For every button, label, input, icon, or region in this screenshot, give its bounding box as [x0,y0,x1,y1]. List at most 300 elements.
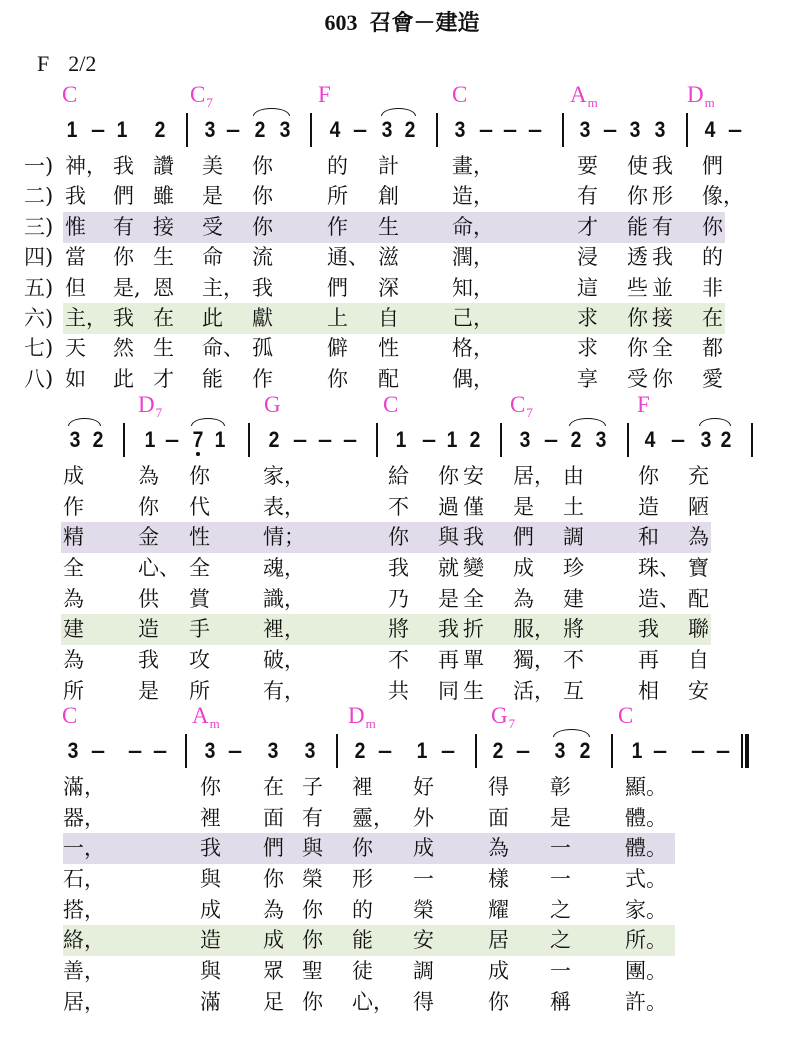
lyric-syllable: 乃 [388,587,409,611]
lyric-syllable: 你 [263,867,284,891]
lyric-syllable: 此 [202,306,223,330]
lyric-syllable: 一， [63,836,105,860]
lyric-syllable: 足 [263,990,284,1014]
lyric-syllable: 格， [452,336,494,360]
lyric-syllable: 愛 [702,367,723,391]
lyric-syllable: 全 [189,556,210,580]
lyric-syllable: 浸 [577,245,598,269]
lyric-syllable: 互 [563,679,584,703]
lyric-syllable: 家， [263,464,305,488]
lyric-syllable: 寶 [688,556,709,580]
chord-symbol [192,703,220,731]
note-dash: – [342,427,358,452]
lyric-syllable: 成 [63,464,84,488]
lyric-syllable: 在 [702,306,723,330]
note-dash: – [515,738,531,763]
note-dash: – [292,427,308,452]
lyric-syllable: 彰 [550,775,571,799]
lyric-syllable: 家。 [625,898,667,922]
note-dash: – [164,427,180,452]
lyric-syllable: 破， [263,648,305,672]
lyric-syllable: 折 [463,617,484,641]
lyric-syllable: 共 [388,679,409,703]
verse-label: 五) [24,276,54,300]
note: 2 [492,738,504,763]
chord-symbol [687,82,715,110]
note-dash: – [227,738,243,763]
lyric-syllable: 調 [413,959,434,983]
lyric-syllable: 成 [513,556,534,580]
verse-label: 六) [24,306,54,330]
verse-label: 三) [24,215,54,239]
lyric-syllable: 僻 [327,336,348,360]
lyric-syllable: 自 [378,306,399,330]
lyric-syllable: 我 [113,306,134,330]
note-dash: – [127,738,143,763]
lyric-syllable: 我 [463,525,484,549]
chord-root: C [618,703,634,728]
lyric-syllable: 惟 [65,215,86,239]
lyric-syllable: 接 [153,215,174,239]
lyric-syllable: 你 [388,525,409,549]
chord-root: A [192,703,209,728]
note: 2 [268,427,280,452]
lyric-syllable: 生 [153,336,174,360]
lyric-syllable: 能 [202,367,223,391]
note: 1 [144,427,156,452]
bar-line [376,423,378,457]
verse-label: 八) [24,367,54,391]
lyric-syllable: 眾 [263,959,284,983]
chord-quality: 7 [526,405,533,420]
verse-5-line [0,584,792,615]
bar-line [436,113,438,147]
lyric-syllable: 作 [63,495,84,519]
lyric-syllable: 恩 [153,276,174,300]
lyric-syllable: 作 [252,367,273,391]
lyric-syllable: 造 [200,928,221,952]
note: 3 [69,427,81,452]
note: 2 [254,117,266,142]
lyric-syllable: 不 [563,648,584,672]
chord-root: D [348,703,365,728]
bar-line [248,423,250,457]
lyric-syllable: 是, [113,276,141,300]
lyric-syllable: 我 [438,617,459,641]
lyric-syllable: 能 [352,928,373,952]
note-dash: – [652,738,668,763]
lyric-syllable: 創 [378,184,399,208]
lyric-syllable: 子 [302,775,323,799]
lyric-syllable: 裡， [263,617,305,641]
lyric-syllable: 為 [513,587,534,611]
note: 2 [579,738,591,763]
lyric-syllable: 們 [327,276,348,300]
lyric-syllable: 受 [627,367,648,391]
lyric-syllable: 你 [189,464,210,488]
lyric-syllable: 居， [63,990,105,1014]
lyric-syllable: 但 [65,276,86,300]
slur-arc [191,418,225,426]
lyric-syllable: 潤， [452,245,494,269]
note: 3 [279,117,291,142]
lyric-syllable: 作 [327,215,348,239]
lyric-syllable: 命， [452,215,494,239]
lyric-syllable: 畫， [452,154,494,178]
bar-line [562,113,564,147]
lyric-syllable: 和 [638,525,659,549]
chord-quality: m [209,716,220,731]
lyric-syllable: 不 [388,495,409,519]
lyric-syllable: 建 [63,617,84,641]
chord-symbol [62,83,78,106]
note: 2 [92,427,104,452]
lyric-syllable: 心， [352,990,394,1014]
lyric-syllable: 們 [113,184,134,208]
lyric-syllable: 所 [63,679,84,703]
chord-root: C [190,82,206,107]
lyric-syllable: 變 [463,556,484,580]
lyric-syllable: 一 [550,836,571,860]
lyric-syllable: 樣 [488,867,509,891]
lyric-syllable: 要 [577,154,598,178]
slur-arc [381,108,416,116]
lyric-syllable: 聯 [688,617,709,641]
verse-1-line [0,461,792,492]
time-signature: 2/2 [68,51,97,76]
lyric-syllable: 這 [577,276,598,300]
chord-root: G [491,703,508,728]
lyric-syllable: 是 [438,587,459,611]
lyric-syllable: 讚 [153,154,174,178]
lyric-syllable: 將 [388,617,409,641]
lyric-syllable: 賞 [189,587,210,611]
lyric-syllable: 我 [138,648,159,672]
lyric-syllable: 榮 [413,898,434,922]
note: 3 [204,738,216,763]
lyric-syllable: 精 [63,525,84,549]
note-dash: – [90,738,106,763]
chord-row [0,393,792,419]
lyric-syllable: 團。 [625,959,667,983]
hymn-name: 召會－建造 [369,11,480,36]
note-dash: – [440,738,456,763]
lyric-syllable: 在 [263,775,284,799]
lyric-syllable: 面 [263,806,284,830]
lyric-syllable: 造、 [638,587,680,611]
lyric-syllable: 像， [702,184,744,208]
lyric-syllable: 給 [388,464,409,488]
note: 3 [629,117,641,142]
note-dash: – [225,117,241,142]
chord-root: F [637,392,650,417]
lyric-syllable: 為 [63,648,84,672]
note: 3 [595,427,607,452]
lyric-syllable: 情； [263,525,305,549]
chord-symbol [510,392,533,420]
verse-7-line [0,645,792,676]
verse-5-line [0,273,792,304]
verse-1-line [0,772,792,803]
lyric-syllable: 你 [252,154,273,178]
note-dash: – [690,738,706,763]
lyric-syllable: 成 [488,959,509,983]
lyric-syllable: 在 [153,306,174,330]
lyric-syllable: 再 [638,648,659,672]
lyric-syllable: 就 [438,556,459,580]
lyric-syllable: 金 [138,525,159,549]
note-dash: – [152,738,168,763]
lyric-syllable: 安 [463,464,484,488]
lyric-syllable: 造 [138,617,159,641]
verse-8-line [0,676,792,707]
lyric-syllable: 你 [302,928,323,952]
lyric-syllable: 的 [352,898,373,922]
verse-2-line [0,492,792,523]
lyric-syllable: 你 [702,215,723,239]
lyric-syllable: 們 [702,154,723,178]
lyric-syllable: 絡， [63,928,105,952]
chord-quality: 7 [206,95,213,110]
chord-symbol [383,393,399,416]
lyric-syllable: 與 [200,867,221,891]
lyric-syllable: 安 [688,679,709,703]
lyric-syllable: 面 [488,806,509,830]
lyric-syllable: 的 [702,245,723,269]
chord-root: C [62,82,78,107]
slur-arc [553,729,590,737]
lyric-syllable: 將 [563,617,584,641]
lyric-syllable: 生 [378,215,399,239]
lyric-syllable: 獨， [513,648,555,672]
lyric-syllable: 攻 [189,648,210,672]
chord-root: A [570,82,587,107]
lyric-syllable: 石， [63,867,105,891]
note: 4 [704,117,716,142]
bar-line [310,113,312,147]
lyric-syllable: 你 [302,898,323,922]
verse-8-line [0,364,792,395]
slur-arc [68,418,101,426]
lyric-syllable: 代 [189,495,210,519]
verse-label: 一) [24,154,54,178]
lyric-syllable: 你 [113,245,134,269]
lyric-syllable: 主， [202,276,244,300]
chord-quality: 7 [155,405,163,420]
lyric-syllable: 為 [688,525,709,549]
verse-3-line [0,212,792,243]
lyric-syllable: 求 [577,306,598,330]
lyric-syllable: 孤 [252,336,273,360]
bar-line [627,423,629,457]
lyric-syllable: 造 [638,495,659,519]
lyric-syllable: 供 [138,587,159,611]
lyric-syllable: 求 [577,336,598,360]
lyric-syllable: 滿， [63,775,105,799]
note: 4 [329,117,341,142]
lyric-syllable: 榮 [302,867,323,891]
lyric-syllable: 由 [563,464,584,488]
lyric-syllable: 體。 [625,836,667,860]
note: 2 [404,117,416,142]
lyric-syllable: 手 [189,617,210,641]
notation-row [0,429,792,451]
lyric-syllable: 我 [65,184,86,208]
chord-symbol [138,392,163,420]
note: 1 [66,117,78,142]
lyric-syllable: 裡 [352,775,373,799]
lyric-syllable: 才 [577,215,598,239]
verse-1-line [0,151,792,182]
bar-line [186,113,188,147]
lyric-syllable: 成 [413,836,434,860]
note: 2 [469,427,481,452]
verse-7-line [0,956,792,987]
lyric-syllable: 你 [252,184,273,208]
note: 1 [395,427,407,452]
lyric-syllable: 才 [153,367,174,391]
lyric-syllable: 我 [113,154,134,178]
lyric-syllable: 外 [413,806,434,830]
verse-7-line [0,333,792,364]
note: 2 [354,738,366,763]
slur-arc [569,418,606,426]
chord-root: C [510,392,526,417]
lyric-syllable: 所 [189,679,210,703]
chord-symbol [190,82,213,110]
lyric-syllable: 不 [388,648,409,672]
lyric-syllable: 安 [413,928,434,952]
lyric-syllable: 珠、 [638,556,680,580]
note: 3 [381,117,393,142]
note: 1 [416,738,428,763]
verse-5-line [0,895,792,926]
chord-quality: 7 [508,716,516,731]
verse-6-line [0,925,792,956]
lyric-syllable: 珍 [563,556,584,580]
lyric-syllable: 你 [252,215,273,239]
note: 3 [519,427,531,452]
lyric-syllable: 使 [627,154,648,178]
bar-line [500,423,502,457]
lyric-syllable: 裡 [200,806,221,830]
lyric-syllable: 天 [65,336,86,360]
lyric-syllable: 偶， [452,367,494,391]
lyric-syllable: 獻 [252,306,273,330]
lyric-syllable: 活， [513,679,555,703]
lyric-syllable: 你 [488,990,509,1014]
lyric-syllable: 居 [488,928,509,952]
chord-root: C [62,703,78,728]
note: 4 [644,427,656,452]
lyric-syllable: 全 [63,556,84,580]
note: 3 [304,738,316,763]
note-dash: – [421,427,437,452]
chord-root: F [318,82,331,107]
verse-3-line [0,522,792,553]
lyric-syllable: 造， [452,184,494,208]
lyric-syllable: 然 [113,336,134,360]
lyric-syllable: 相 [638,679,659,703]
verse-label: 二) [24,184,54,208]
note-dash: – [478,117,494,142]
chord-symbol [570,82,598,110]
lyric-syllable: 徒 [352,959,373,983]
note-dash: – [715,738,731,763]
note-dash: – [502,117,518,142]
lyric-syllable: 體。 [625,806,667,830]
chord-symbol [264,393,282,416]
lyric-syllable: 識， [263,587,305,611]
lyric-syllable: 當 [65,245,86,269]
note-dash: – [602,117,618,142]
lyric-syllable: 僅 [463,495,484,519]
lyric-syllable: 耀 [488,898,509,922]
lyric-syllable: 有 [113,215,134,239]
lyric-syllable: 有 [652,215,673,239]
lyric-syllable: 的 [327,154,348,178]
lyric-syllable: 形 [352,867,373,891]
lyric-syllable: 你 [138,495,159,519]
lyric-syllable: 並 [652,276,673,300]
chord-row [0,83,792,109]
lyric-syllable: 表， [263,495,305,519]
lyric-syllable: 稱 [550,990,571,1014]
lyric-syllable: 滋 [378,245,399,269]
chord-quality: m [704,95,715,110]
lyric-syllable: 之 [550,898,571,922]
note: 7 [192,427,204,452]
key-and-time [37,53,96,75]
lyric-syllable: 你 [627,306,648,330]
note-dash: – [377,738,393,763]
lyric-syllable: 顯。 [625,775,667,799]
lyric-syllable: 許。 [625,990,667,1014]
lyric-syllable: 能 [627,215,648,239]
lyric-syllable: 搭， [63,898,105,922]
lyric-syllable: 接 [652,306,673,330]
note-dash: – [90,117,106,142]
bar-line [123,423,125,457]
lyric-syllable: 你 [327,367,348,391]
note: 3 [204,117,216,142]
lyric-syllable: 受 [202,215,223,239]
verse-4-line [0,553,792,584]
lyric-syllable: 是 [202,184,223,208]
hymn-title [0,12,792,35]
note: 3 [67,738,79,763]
note: 3 [267,738,279,763]
note: 1 [116,117,128,142]
note: 2 [154,117,166,142]
hymn-number: 603 [324,10,358,35]
lyric-syllable: 們 [263,836,284,860]
lyric-syllable: 命、 [202,336,244,360]
lyric-syllable: 同 [438,679,459,703]
lyric-syllable: 善， [63,959,105,983]
lyric-syllable: 是 [138,679,159,703]
verse-3-line [0,833,792,864]
lyric-syllable: 透 [627,245,648,269]
note-dash: – [543,427,559,452]
lyric-syllable: 全 [652,336,673,360]
lyric-syllable: 一 [413,867,434,891]
lyric-syllable: 所 [327,184,348,208]
lyric-syllable: 之 [550,928,571,952]
chord-quality: m [587,95,598,110]
notation-row [0,740,792,762]
lyric-syllable: 你 [627,184,648,208]
